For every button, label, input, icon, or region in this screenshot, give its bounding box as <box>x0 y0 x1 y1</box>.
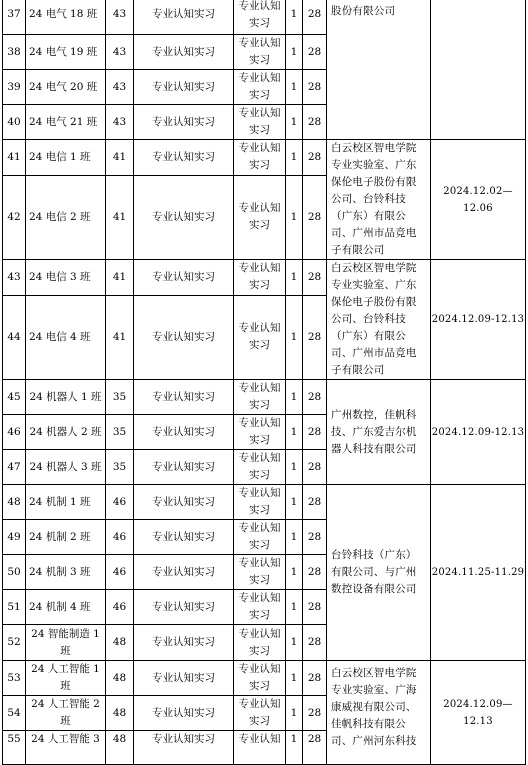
row-number: 39 <box>3 70 26 105</box>
weeks: 1 <box>286 295 303 379</box>
hours: 28 <box>303 555 327 590</box>
row-number: 45 <box>3 380 26 415</box>
internship-form-text: 专业认知实习 <box>238 452 281 481</box>
student-count: 48 <box>106 661 134 696</box>
internship-form <box>234 415 286 450</box>
hours: 28 <box>303 140 327 176</box>
internship-nature: 专业认知实习 <box>134 260 234 296</box>
student-count: 41 <box>106 260 134 296</box>
class-name: 24 人工智能 1 班 <box>26 661 106 696</box>
company-cell: 白云校区智电学院专业实验室、广东保伦电子股份有限公司、台铃科技（广东）有限公司、广州市品竞电子有限公司 <box>327 140 431 260</box>
internship-nature: 专业认知实习 <box>134 415 234 450</box>
class-name: 24 机器人 1 班 <box>26 380 106 415</box>
student-count: 43 <box>106 105 134 140</box>
internship-nature: 专业认知实习 <box>134 731 234 765</box>
internship-form-text: 专业认知实习 <box>238 107 281 136</box>
student-count: 46 <box>106 520 134 555</box>
class-name: 24 电信 2 班 <box>26 175 106 259</box>
table-row <box>3 260 526 296</box>
internship-form <box>234 260 286 296</box>
internship-form <box>234 295 286 379</box>
internship-nature: 专业认知实习 <box>134 555 234 590</box>
hours: 28 <box>303 661 327 696</box>
student-count: 35 <box>106 450 134 485</box>
table-row <box>3 0 526 35</box>
student-count: 35 <box>106 380 134 415</box>
company-cell: 白云校区智电学院专业实验室、广东保伦电子股份有限公司、台铃科技（广东）有限公司、广州市品竞电子有限公司 <box>327 260 431 380</box>
internship-form <box>234 555 286 590</box>
student-count: 41 <box>106 295 134 379</box>
company-cell <box>327 661 431 765</box>
table-row <box>3 380 526 415</box>
row-number: 47 <box>3 450 26 485</box>
internship-form-text: 专业认知实习 <box>238 417 281 446</box>
row-number: 43 <box>3 260 26 296</box>
hours: 28 <box>303 0 327 35</box>
row-number: 52 <box>3 625 26 661</box>
hours: 28 <box>303 625 327 661</box>
weeks: 1 <box>286 260 303 296</box>
row-number: 49 <box>3 520 26 555</box>
student-count: 41 <box>106 140 134 176</box>
hours: 28 <box>303 485 327 520</box>
hours: 28 <box>303 35 327 70</box>
class-name: 24 电信 4 班 <box>26 295 106 379</box>
row-number: 40 <box>3 105 26 140</box>
class-name: 24 电气 19 班 <box>26 35 106 70</box>
date-cell: 2024.12.09-12.13 <box>431 380 526 485</box>
weeks: 1 <box>286 485 303 520</box>
student-count: 48 <box>106 731 134 765</box>
date-cell <box>431 0 526 140</box>
internship-nature: 专业认知实习 <box>134 295 234 379</box>
internship-nature: 专业认知实习 <box>134 105 234 140</box>
class-name: 24 电气 21 班 <box>26 105 106 140</box>
internship-form-text: 专业认知实习 <box>238 0 281 29</box>
internship-form <box>234 35 286 70</box>
student-count: 46 <box>106 485 134 520</box>
date-cell: 2024.12.02—12.06 <box>431 140 526 260</box>
hours: 28 <box>303 380 327 415</box>
hours: 28 <box>303 731 327 765</box>
internship-form <box>234 70 286 105</box>
hours: 28 <box>303 105 327 140</box>
row-number: 46 <box>3 415 26 450</box>
hours: 28 <box>303 520 327 555</box>
internship-form-text: 专业认知实习 <box>238 663 281 692</box>
internship-nature: 专业认知实习 <box>134 70 234 105</box>
row-number: 37 <box>3 0 26 35</box>
internship-form <box>234 105 286 140</box>
date-cell: 2024.11.25-11.29 <box>431 485 526 661</box>
weeks: 1 <box>286 555 303 590</box>
internship-table <box>2 0 526 765</box>
row-number: 42 <box>3 175 26 259</box>
internship-form-text: 专业认知实习 <box>238 322 281 352</box>
company-text: 股份有限公司 <box>331 5 396 17</box>
row-number: 38 <box>3 35 26 70</box>
class-name: 24 电信 1 班 <box>26 140 106 176</box>
class-name: 24 机器人 3 班 <box>26 450 106 485</box>
hours: 28 <box>303 590 327 625</box>
weeks: 1 <box>286 175 303 259</box>
internship-nature: 专业认知实习 <box>134 625 234 661</box>
hours: 28 <box>303 450 327 485</box>
student-count: 48 <box>106 625 134 661</box>
student-count: 43 <box>106 35 134 70</box>
schedule-sheet <box>2 0 526 747</box>
student-count: 43 <box>106 0 134 35</box>
student-count: 48 <box>106 696 134 731</box>
internship-nature: 专业认知实习 <box>134 140 234 176</box>
company-cell <box>327 0 431 140</box>
class-name: 24 机制 3 班 <box>26 555 106 590</box>
student-count: 46 <box>106 555 134 590</box>
weeks: 1 <box>286 380 303 415</box>
weeks: 1 <box>286 696 303 731</box>
company-cell: 台铃科技（广东）有限公司、与广州数控设备有限公司 <box>327 485 431 661</box>
row-number: 55 <box>3 731 26 765</box>
weeks: 1 <box>286 661 303 696</box>
weeks: 1 <box>286 450 303 485</box>
class-name: 24 电信 3 班 <box>26 260 106 296</box>
class-name: 24 智能制造 1 班 <box>26 625 106 661</box>
internship-form-text: 专业认知实习 <box>238 72 281 101</box>
weeks: 1 <box>286 35 303 70</box>
internship-nature: 专业认知实习 <box>134 35 234 70</box>
date-cell: 2024.12.09—12.13 <box>431 661 526 765</box>
weeks: 1 <box>286 140 303 176</box>
row-number: 44 <box>3 295 26 379</box>
internship-form-text: 专业认知实习 <box>238 698 281 727</box>
weeks: 1 <box>286 0 303 35</box>
internship-form <box>234 696 286 731</box>
company-text: 白云校区智电学院专业实验室、广海康威视有限公司、佳帆科技有限公司、广州河东科技 <box>331 667 417 747</box>
class-name: 24 电气 18 班 <box>26 0 106 35</box>
internship-form-text: 专业认知实习 <box>238 487 281 516</box>
internship-form <box>234 140 286 176</box>
internship-nature: 专业认知实习 <box>134 696 234 731</box>
hours: 28 <box>303 70 327 105</box>
hours: 28 <box>303 696 327 731</box>
internship-form-text: 专业认知实习 <box>238 202 281 232</box>
internship-form-text: 专业认知实习 <box>238 592 281 621</box>
internship-nature: 专业认知实习 <box>134 0 234 35</box>
date-cell: 2024.12.09-12.13 <box>431 260 526 380</box>
internship-form-text: 专业认知实习 <box>238 142 281 172</box>
internship-form <box>234 0 286 35</box>
class-name: 24 人工智能 2 班 <box>26 696 106 731</box>
row-number: 54 <box>3 696 26 731</box>
class-name: 24 电气 20 班 <box>26 70 106 105</box>
class-name: 24 机制 1 班 <box>26 485 106 520</box>
internship-form <box>234 175 286 259</box>
internship-form-text: 专业认知实习 <box>238 262 281 292</box>
weeks: 1 <box>286 625 303 661</box>
internship-nature: 专业认知实习 <box>134 520 234 555</box>
class-name: 24 机器人 2 班 <box>26 415 106 450</box>
internship-nature: 专业认知实习 <box>134 661 234 696</box>
internship-nature: 专业认知实习 <box>134 175 234 259</box>
internship-form-text: 专业认知实习 <box>238 557 281 586</box>
weeks: 1 <box>286 415 303 450</box>
internship-form <box>234 625 286 661</box>
row-number: 53 <box>3 661 26 696</box>
row-number: 50 <box>3 555 26 590</box>
internship-nature: 专业认知实习 <box>134 380 234 415</box>
weeks: 1 <box>286 520 303 555</box>
row-number: 51 <box>3 590 26 625</box>
weeks: 1 <box>286 105 303 140</box>
weeks: 1 <box>286 590 303 625</box>
weeks: 1 <box>286 70 303 105</box>
internship-form-text: 专业认知实习 <box>238 382 281 411</box>
row-number: 48 <box>3 485 26 520</box>
student-count: 43 <box>106 70 134 105</box>
hours: 28 <box>303 415 327 450</box>
internship-form-text: 专业认知实习 <box>238 522 281 551</box>
table-row <box>3 485 526 520</box>
hours: 28 <box>303 295 327 379</box>
row-number: 41 <box>3 140 26 176</box>
student-count: 46 <box>106 590 134 625</box>
class-name: 24 机制 2 班 <box>26 520 106 555</box>
table-row <box>3 661 526 696</box>
internship-form: 专业认知 <box>234 731 286 765</box>
hours: 28 <box>303 260 327 296</box>
internship-form <box>234 590 286 625</box>
internship-form <box>234 485 286 520</box>
internship-nature: 专业认知实习 <box>134 450 234 485</box>
weeks: 1 <box>286 731 303 765</box>
internship-nature: 专业认知实习 <box>134 485 234 520</box>
company-cell: 广州数控，佳帆科技、广东爱吉尔机器人科技有限公司 <box>327 380 431 485</box>
class-name: 24 机制 4 班 <box>26 590 106 625</box>
internship-form-text: 专业认知实习 <box>238 627 281 657</box>
hours: 28 <box>303 175 327 259</box>
table-row <box>3 140 526 176</box>
student-count: 41 <box>106 175 134 259</box>
internship-form <box>234 380 286 415</box>
internship-form-text: 专业认知实习 <box>238 37 281 66</box>
internship-form <box>234 450 286 485</box>
internship-form <box>234 520 286 555</box>
student-count: 35 <box>106 415 134 450</box>
class-name: 24 人工智能 3 <box>26 731 106 765</box>
internship-form <box>234 661 286 696</box>
internship-nature: 专业认知实习 <box>134 590 234 625</box>
